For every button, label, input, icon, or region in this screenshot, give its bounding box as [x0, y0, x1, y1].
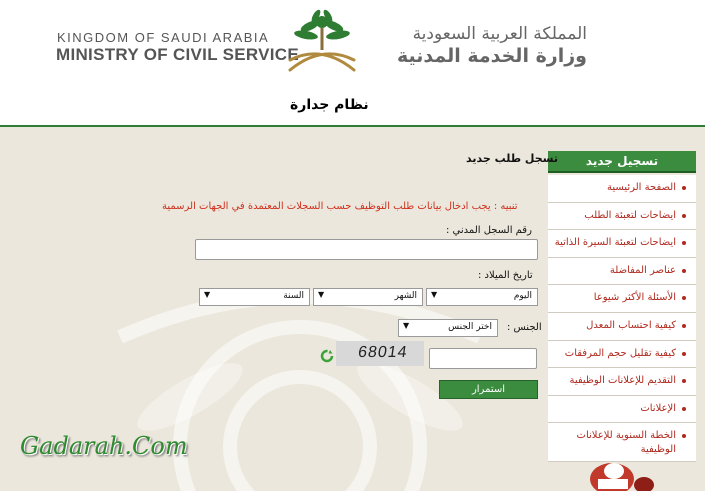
dob-year-select[interactable]	[199, 288, 310, 306]
header-ar-kingdom: المملكة العربية السعودية	[412, 24, 587, 44]
chevron-down-icon: ▼	[403, 321, 410, 330]
header-ar-ministry: وزارة الخدمة المدنية	[396, 45, 587, 67]
gender-label: الجنس :	[507, 322, 542, 333]
form-heading: تسجل طلب جديد	[466, 152, 558, 165]
sidebar-item-cv-help[interactable]: ايضاحات لتعبئة السيرة الذاتية	[548, 230, 696, 258]
captcha-input[interactable]	[429, 348, 537, 369]
continue-button[interactable]: استمرار	[439, 380, 538, 399]
chevron-down-icon: ▼	[318, 290, 325, 299]
site-header	[0, 0, 705, 126]
sidebar-item-request-help[interactable]: ايضاحات لتعبئة الطلب	[548, 203, 696, 231]
sidebar-item-gpa[interactable]: كيفية احتساب المعدل	[548, 313, 696, 341]
sidebar-item-attachments[interactable]: كيفية تقليل حجم المرفقات	[548, 341, 696, 369]
gender-value: اختر الجنس	[448, 322, 492, 332]
sidebar-heading[interactable]: تسجيل جديد	[548, 151, 696, 173]
help-badge-icon[interactable]	[586, 457, 656, 491]
header-en-ministry: MINISTRY OF CIVIL SERVICE	[56, 45, 300, 64]
sidebar-item-annual-plan[interactable]: الخطة السنوية للإعلانات الوظيفية	[548, 423, 696, 462]
header-en-kingdom: KINGDOM OF SAUDI ARABIA	[57, 30, 270, 45]
sidebar-nav	[548, 175, 696, 462]
chevron-down-icon: ▼	[431, 290, 438, 299]
gender-select[interactable]	[398, 319, 498, 337]
chevron-down-icon: ▼	[204, 290, 211, 299]
sidebar-item-home[interactable]: الصفحة الرئيسية	[548, 175, 696, 203]
dob-day-select[interactable]	[426, 288, 538, 306]
dob-month-select[interactable]	[313, 288, 423, 306]
palm-swords-emblem-icon	[272, 8, 372, 78]
dob-label: تاريخ الميلاد :	[478, 270, 533, 281]
dob-year-value: السنة	[283, 291, 304, 301]
sidebar-item-faq[interactable]: الأسئلة الأكثر شيوعا	[548, 285, 696, 313]
dob-day-value: اليوم	[513, 291, 532, 301]
dob-month-value: الشهر	[394, 291, 417, 301]
sidebar-item-apply-jobs[interactable]: التقديم للإعلانات الوظيفية	[548, 368, 696, 396]
refresh-icon[interactable]	[320, 349, 334, 363]
form-warning: تنبيه : يجب ادخال بيانات طلب التوظيف حسب السجلات المعتمدة في الجهات الرسمية	[162, 201, 518, 212]
captcha-text: 68014	[356, 344, 409, 361]
sidebar-item-announcements[interactable]: الإعلانات	[548, 396, 696, 424]
sidebar-item-criteria[interactable]: عناصر المفاضلة	[548, 258, 696, 286]
civil-id-input[interactable]	[195, 239, 538, 260]
page-title: نظام جدارة	[290, 97, 369, 113]
civil-id-label: رقم السجل المدني :	[446, 225, 532, 236]
brand-logo: Gadarah.Com	[20, 432, 188, 460]
captcha-image	[336, 341, 424, 366]
